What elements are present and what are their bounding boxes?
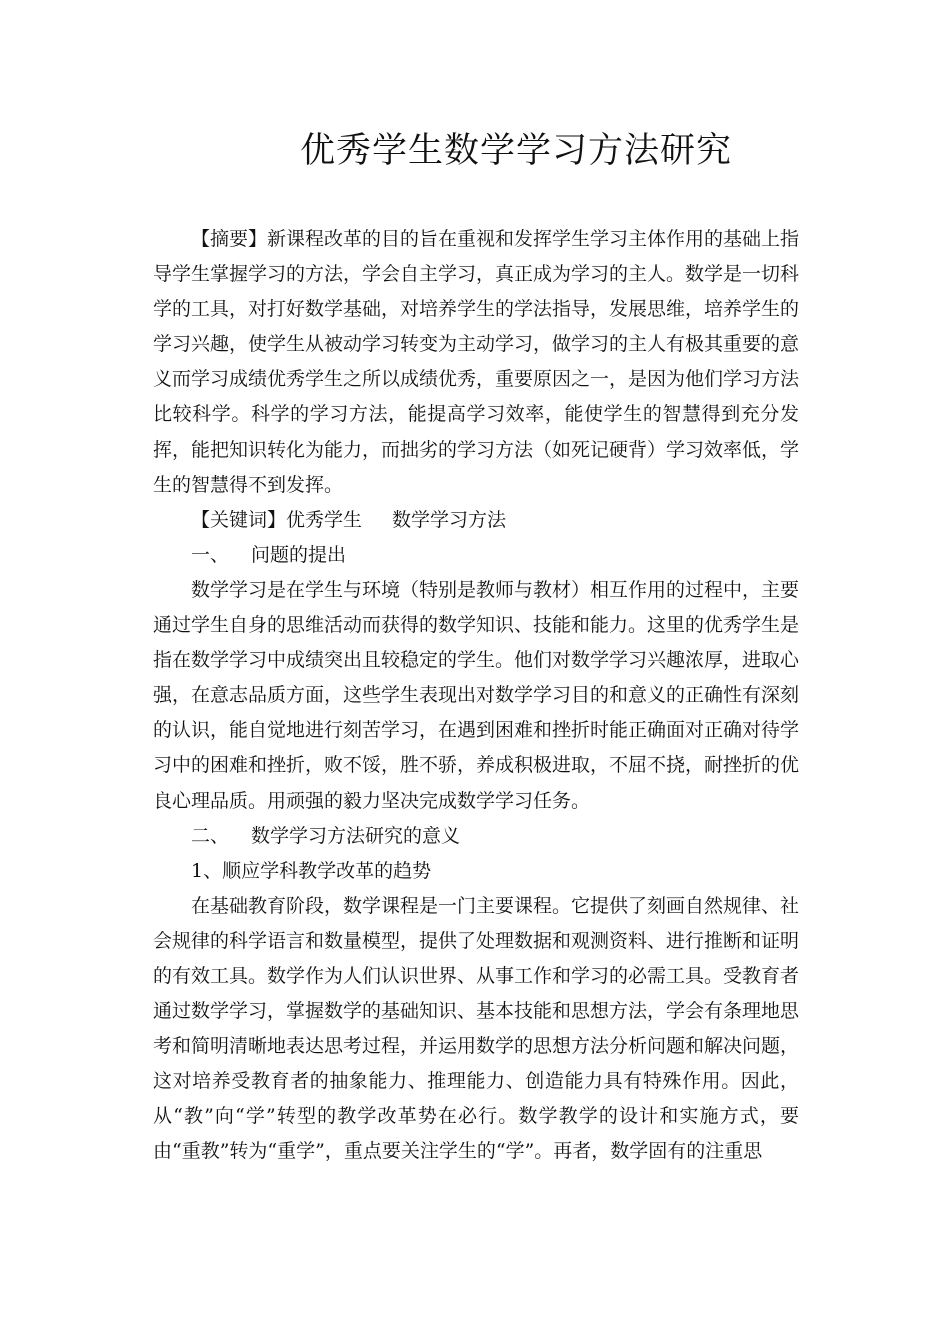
section-heading-1 [153,538,799,573]
section-heading-2 [153,819,799,854]
section-title-1: 问题的提出 [251,543,347,566]
subsection-1-paragraph: 在基础教育阶段，数学课程是一门主要课程。它提供了刻画自然规律、社会规律的科学语言和数量模型，提供了处理数据和观测资料、进行推断和证明的有效工具。数学作为人们认识世界、从事工作和学习的必需工具。受教育者通过数学学习，掌握数学的基础知识、基本技能和思想方法，学会有条理地思考和简明清晰地表达思考过程，并运用数学的思想方法分析问题和解决问题，这对培养受教育者的抽象能力、推理能力、创造能力具有特殊作用。因此，从“教”向“学”转型的教学改革势在必行。数学教学的设计和实施方式，要由“重教”转为“重学”，重点要关注学生的“学”。再者，数学固有的注重思 [153,894,800,1163]
abstract-paragraph: 【摘要】新课程改革的目的旨在重视和发挥学生学习主体作用的基础上指导学生掌握学习的方法，学会自主学习，真正成为学习的主人。数学是一切科学的工具，对打好数学基础，对培养学生的学法指导，发展思维，培养学生的学习兴趣，使学生从被动学习转变为主动学习，做学习的主人有极其重要的意义而学习成绩优秀学生之所以成绩优秀，重要原因之一，是因为他们学习方法比较科学。科学的学习方法，能提高学习效率，能使学生的智慧得到充分发挥，能把知识转化为能力，而拙劣的学习方法（如死记硬背）学习效率低，学生的智慧得不到发挥。 [153,228,800,496]
keywords-value: 数学学习方法 [392,508,507,531]
keywords-line [153,503,799,538]
section-1-paragraph: 数学学习是在学生与环境（特别是教师与教材）相互作用的过程中，主要通过学生自身的思维活动而获得的数学知识、技能和能力。这里的优秀学生是指在数学学习中成绩突出且较稳定的学生。他们对数学学习兴趣浓厚，进取心强，在意志品质方面，这些学生表现出对数学学习目的和意义的正确性有深刻的认识，能自觉地进行刻苦学习，在遇到困难和挫折时能正确面对正确对待学习中的困难和挫折，败不馁，胜不骄，养成积极进取，不屈不挠，耐挫折的优良心理品质。用顽强的毅力坚决完成数学学习任务。 [153,578,800,812]
keywords-label: 【关键词】优秀学生 [191,508,363,531]
section-title-2: 数学学习方法研究的意义 [251,824,461,847]
section-number-1: 一、 [191,543,230,566]
document-title: 优秀学生数学学习方法研究 [300,131,733,171]
document-body [153,222,799,1170]
section-number-2: 二、 [191,824,230,847]
subsection-heading-1: 1、顺应学科教学改革的趋势 [191,859,432,882]
